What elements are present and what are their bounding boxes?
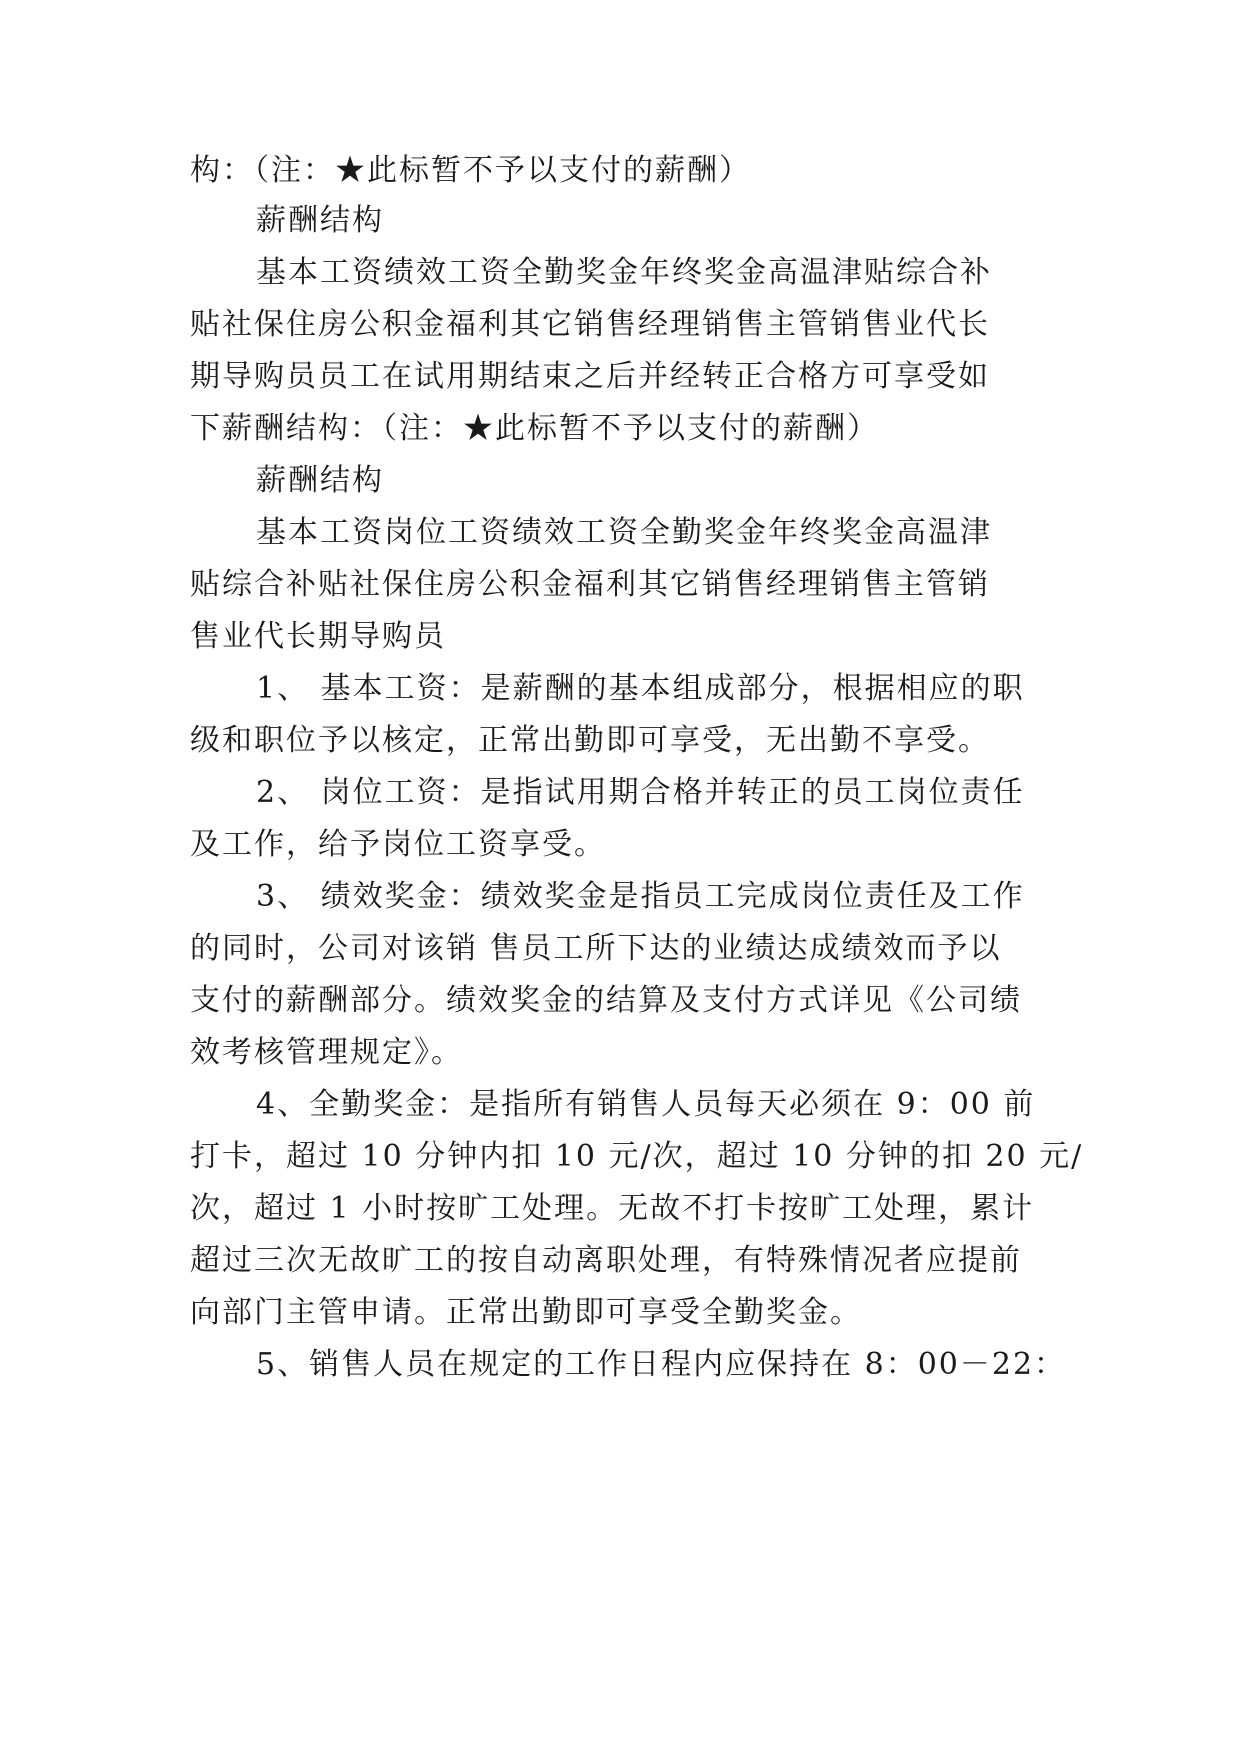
list-item-1-line-2: 级和职位予以核定，正常出勤即可享受，无出勤不享受。 (190, 723, 990, 758)
text-line-10: 售业代长期导购员 (190, 619, 446, 654)
text-line-3: 基本工资绩效工资全勤奖金年终奖金高温津贴综合补 (256, 255, 992, 290)
list-item-5-line-1: 5、销售人员在规定的工作日程内应保持在 8：00－22： (256, 1347, 1067, 1382)
text-line-5: 期导购员员工在试用期结束之后并经转正合格方可享受如 (190, 359, 990, 394)
list-item-2-line-1: 2、 岗位工资：是指试用期合格并转正的员工岗位责任 (256, 775, 1025, 810)
list-item-3-line-3: 支付的薪酬部分。绩效奖金的结算及支付方式详见《公司绩 (190, 983, 1022, 1018)
list-item-3-line-1: 3、 绩效奖金：绩效奖金是指员工完成岗位责任及工作 (256, 879, 1025, 914)
list-item-4-line-1: 4、全勤奖金：是指所有销售人员每天必须在 9：00 前 (256, 1087, 1036, 1122)
text-line-1: 构：（注：★此标暂不予以支付的薪酬） (190, 153, 751, 188)
section-heading-salary-structure-2: 薪酬结构 (256, 463, 384, 498)
list-item-4-line-3: 次，超过 1 小时按旷工处理。无故不打卡按旷工处理，累计 (190, 1191, 1035, 1226)
list-item-4-line-4: 超过三次无故旷工的按自动离职处理，有特殊情况者应提前 (190, 1243, 1022, 1278)
list-item-4-line-2: 打卡，超过 10 分钟内扣 10 元/次，超过 10 分钟的扣 20 元/ (190, 1139, 1084, 1174)
text-line-4: 贴社保住房公积金福利其它销售经理销售主管销售业代长 (190, 307, 990, 342)
text-line-9: 贴综合补贴社保住房公积金福利其它销售经理销售主管销 (190, 567, 990, 602)
list-item-4-line-5: 向部门主管申请。正常出勤即可享受全勤奖金。 (190, 1295, 862, 1330)
list-item-2-line-2: 及工作，给予岗位工资享受。 (190, 827, 606, 862)
text-line-8: 基本工资岗位工资绩效工资全勤奖金年终奖金高温津 (256, 515, 992, 550)
section-heading-salary-structure: 薪酬结构 (256, 203, 384, 238)
list-item-3-line-2: 的同时，公司对该销 售员工所下达的业绩达成绩效而予以 (190, 931, 1002, 966)
text-line-6: 下薪酬结构：（注：★此标暂不予以支付的薪酬） (190, 411, 879, 446)
list-item-3-line-4: 效考核管理规定》。 (190, 1035, 463, 1070)
list-item-1-line-1: 1、 基本工资：是薪酬的基本组成部分，根据相应的职 (256, 671, 1025, 706)
